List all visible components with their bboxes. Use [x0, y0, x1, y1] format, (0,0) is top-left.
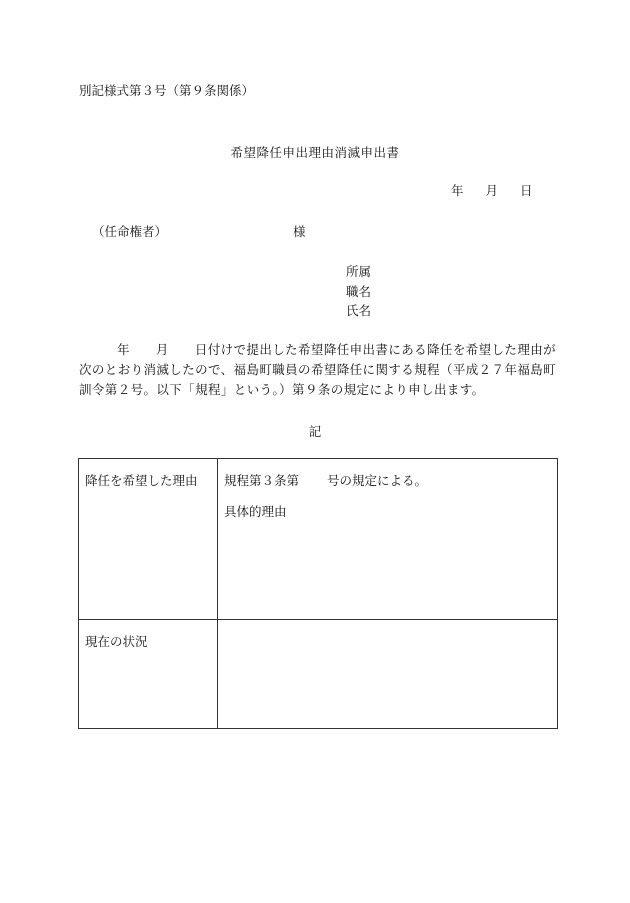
body-year: 年 — [117, 342, 130, 357]
current-status-label: 現在の状況 — [79, 620, 218, 729]
signature-name: 氏名 — [346, 303, 372, 318]
reason-label: 降任を希望した理由 — [79, 459, 218, 620]
table-row — [79, 459, 558, 620]
body-paragraph — [79, 340, 559, 400]
rule-suffix: 号の規定による。 — [327, 473, 428, 488]
ki-heading: 記 — [308, 424, 322, 439]
date-line — [451, 181, 533, 199]
appointer-label: （任命権者） — [92, 224, 168, 239]
signature-position: 職名 — [346, 284, 372, 299]
body-text: 日付けで提出した希望降任申出書にある降任を希望した理由が次のとおり消滅したので、福島町職員の希望降任に関する規程（平成２７年福島町訓令第２号。以下「規程」という。）第９条の規定により申し出ます。 — [79, 342, 557, 397]
document-title: 希望降任申出理由消滅申出書 — [230, 145, 400, 160]
table-row — [79, 620, 558, 729]
current-status-cell — [218, 620, 558, 729]
body-month: 月 — [155, 342, 169, 357]
rule-reference — [224, 471, 551, 489]
appointer-honorific: 様 — [293, 224, 306, 239]
date-month: 月 — [485, 183, 499, 198]
signature-affiliation: 所属 — [346, 264, 372, 279]
date-day: 日 — [520, 183, 533, 198]
rule-prefix: 規程第３条第 — [224, 473, 300, 488]
date-year: 年 — [451, 183, 464, 198]
detail-reason-label: 具体的理由 — [224, 504, 287, 519]
reason-cell — [218, 459, 558, 620]
detail-table — [78, 458, 558, 729]
form-number: 別記様式第３号（第９条関係） — [79, 83, 255, 98]
